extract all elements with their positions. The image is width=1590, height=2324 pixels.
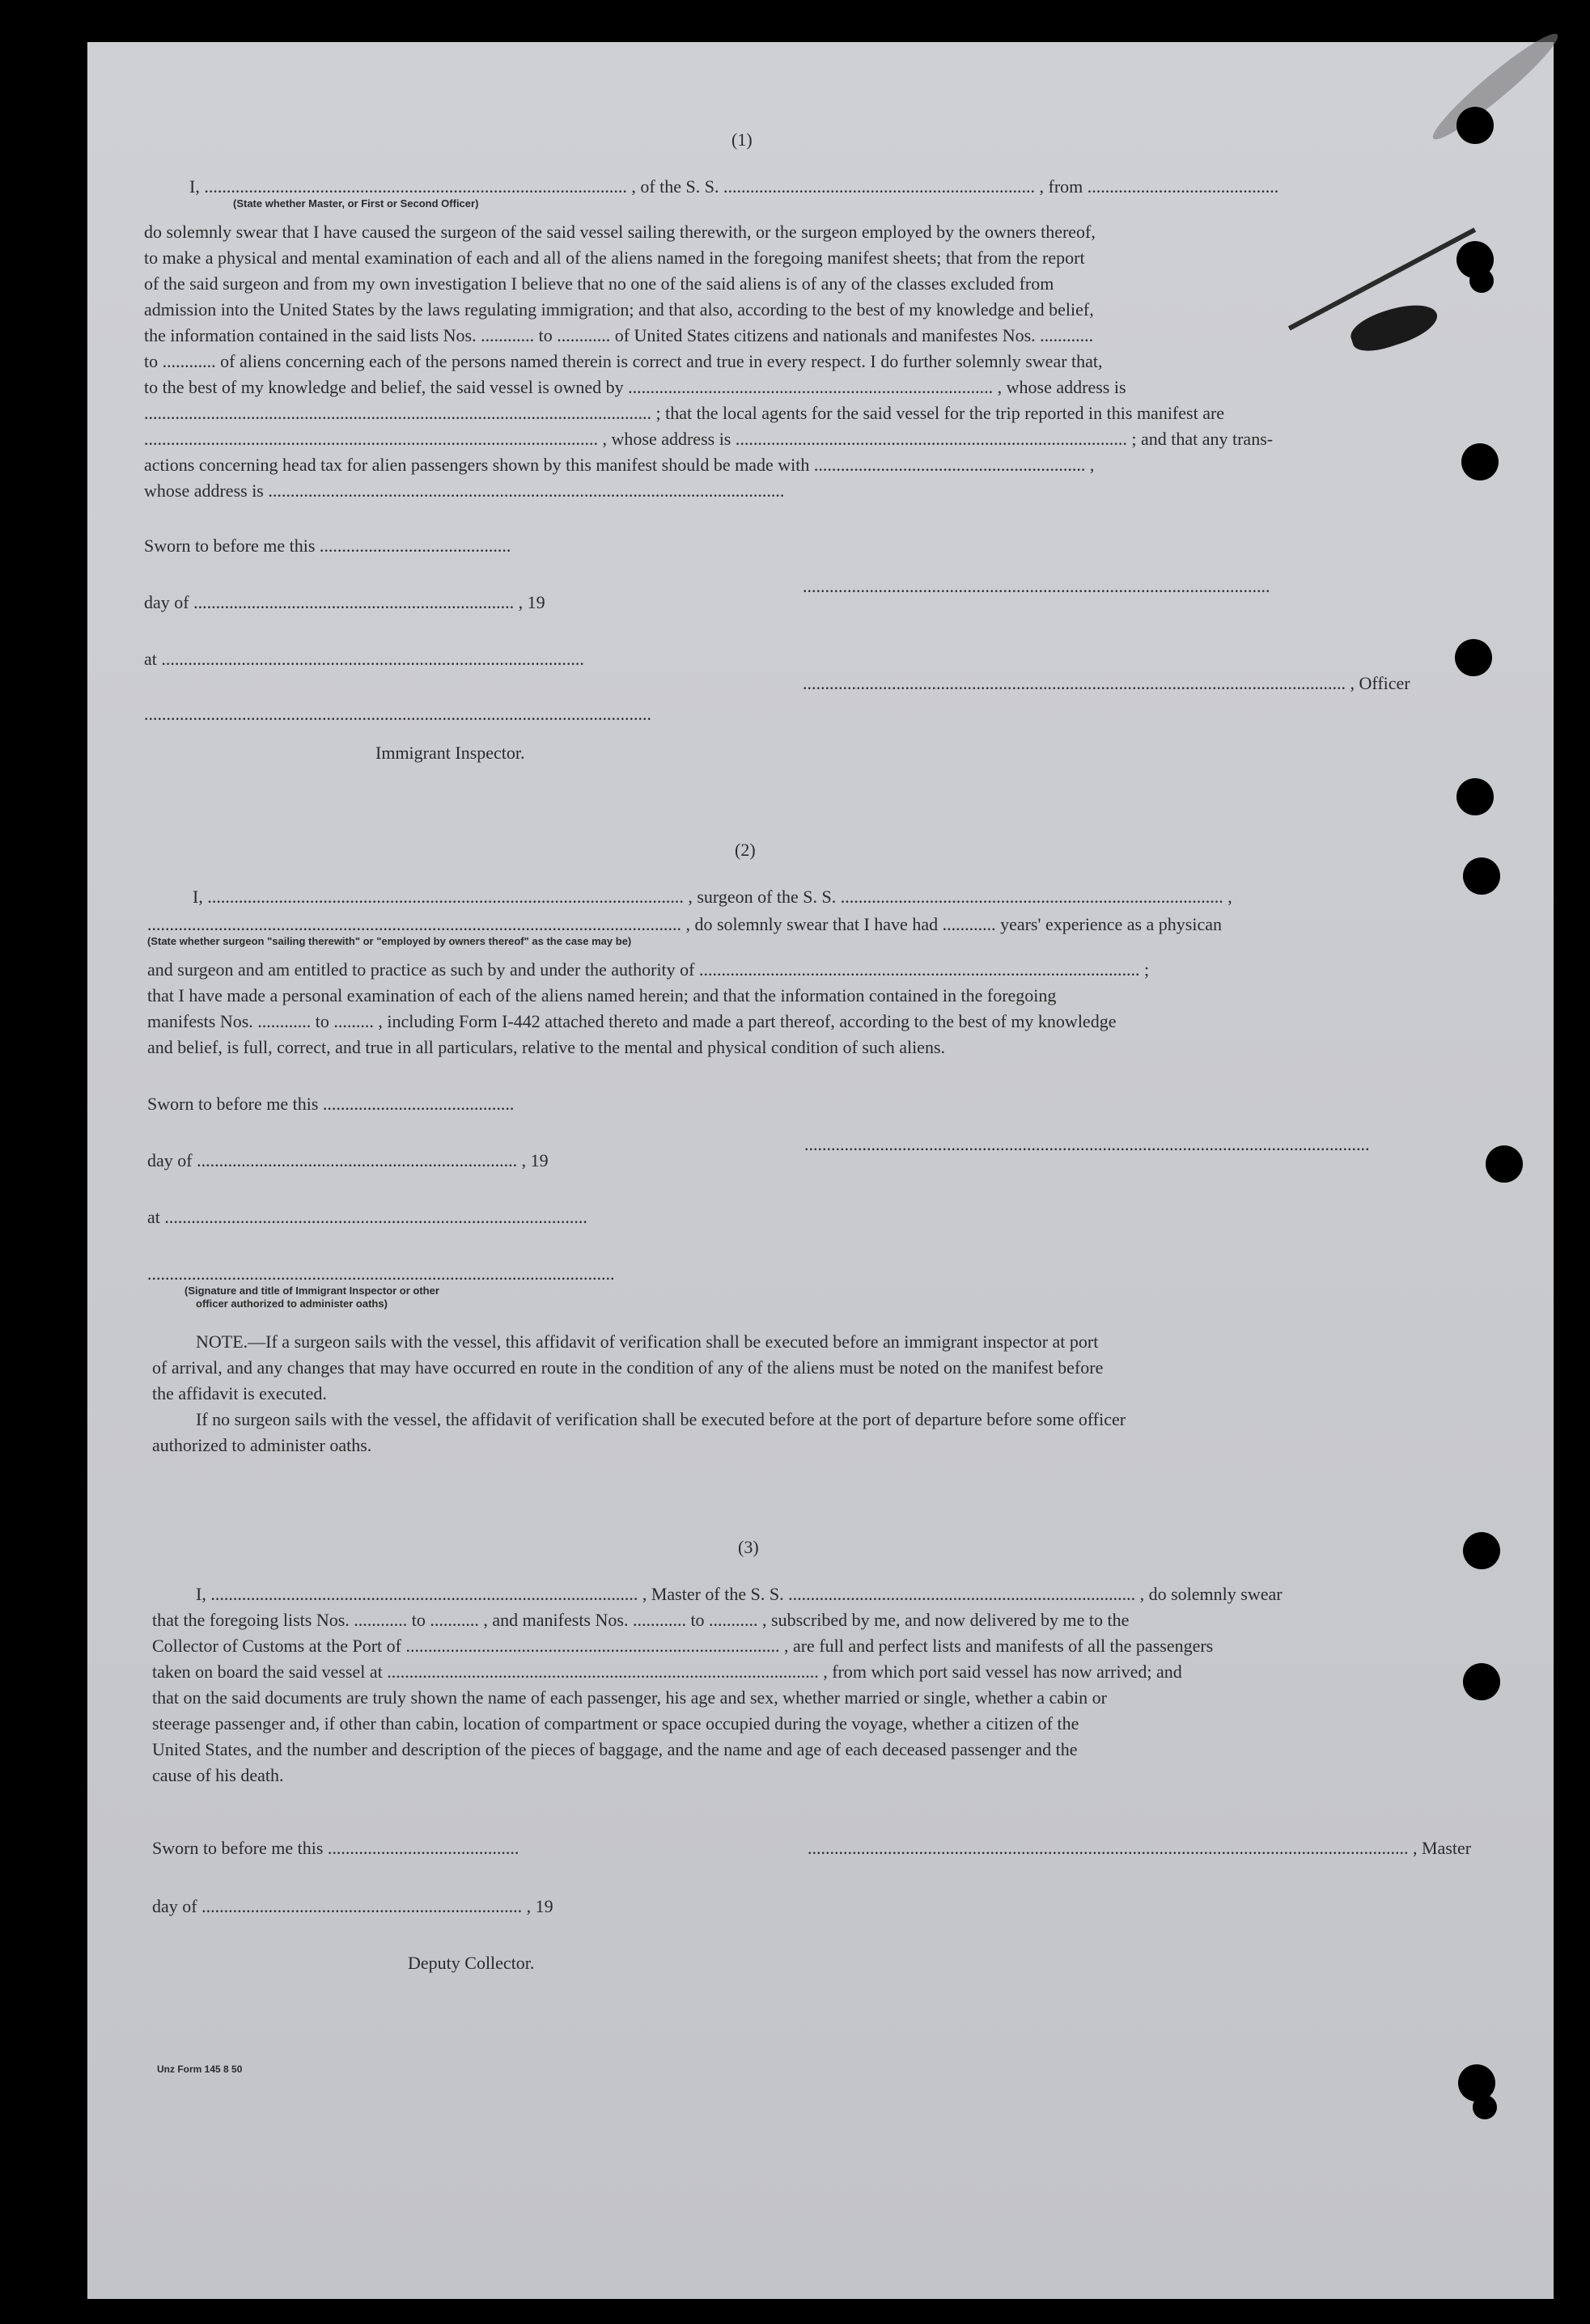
section1-line: whose address is .................................................................................................................... [144,480,785,501]
section2-line: I, ........................................................................................................... , surgeon of the S. S. ...................................................................................... , [193,887,1232,907]
section2-signature-note: (Signature and title of Immigrant Inspector or other [184,1285,439,1297]
section2-at: at ............................................................................................... [147,1207,587,1227]
binder-hole [1469,269,1494,293]
section3-line: United States, and the number and description of the pieces of baggage, and the name and age of each deceased passenger and the [152,1739,1078,1759]
section2-signature-note: officer authorized to administer oaths) [196,1297,388,1310]
section1-signature-line: ......................................................................................................... [803,576,1270,596]
section2-signature-line: ......................................................................................................... [147,1264,615,1284]
ink-streak [1426,25,1565,148]
binder-hole [1473,2095,1497,2119]
section1-line: to the best of my knowledge and belief, the said vessel is owned by .................................................................................. , whose address is [144,377,1126,397]
section1-officer-note: (State whether Master, or First or Second Officer) [233,197,479,210]
binder-hole [1461,443,1499,480]
section3-master-line: ....................................................................................................................................... , Master [808,1838,1472,1858]
section1-line: of the said surgeon and from my own investigation I believe that no one of the said aliens is of any of the classes excluded from [144,273,1054,294]
section3-line: that on the said documents are truly shown the name of each passenger, his age and sex, whether married or single, whether a cabin or [152,1687,1107,1708]
note-paragraph-line: the affidavit is executed. [152,1383,327,1403]
section1-line: ...................................................................................................... , whose address is ........................................................................................ ; and that any trans- [144,429,1274,449]
section3-deputy: Deputy Collector. [408,1953,535,1973]
section3-line: I, ................................................................................................ , Master of the S. S. .............................................................................. , do solemnly swear [196,1584,1283,1604]
section1-officer-line: .......................................................................................................................... , Officer [803,673,1410,693]
section3-line: taken on board the said vessel at ................................................................................................. , from which port said vessel has now arrived; and [152,1662,1182,1682]
section2-line: that I have made a personal examination of each of the aliens named herein; and that the information contained in the foregoing [147,985,1057,1005]
section2-line: and surgeon and am entitled to practice as such by and under the authority of ................................................................................................... ; [147,959,1150,980]
binder-hole [1486,1145,1523,1183]
note-paragraph-line: authorized to administer oaths. [152,1435,372,1455]
ink-blot [1346,296,1442,358]
section1-line: .................................................................................................................. ; that the local agents for the said vessel for the trip reported in this manifest are [144,403,1225,423]
section3-heading: (3) [738,1537,759,1557]
section2-line: manifests Nos. ............ to ......... , including Form I-442 attached thereto and made a part thereof, according to the best of my knowledge [147,1011,1117,1031]
note-paragraph-line: of arrival, and any changes that may have occurred en route in the condition of any of the aliens must be noted on the manifest before [152,1357,1104,1378]
note-paragraph-line: If no surgeon sails with the vessel, the affidavit of verification shall be executed before at the port of departure before some officer [196,1409,1126,1429]
section3-sworn: Sworn to before me this ........................................... [152,1838,519,1858]
section1-line: to ............ of aliens concerning each of the persons named therein is correct and true in every respect. I do further solemnly swear that, [144,351,1103,371]
binder-hole [1455,639,1492,676]
binder-hole [1456,107,1494,144]
section1-inspector-line: .................................................................................................................. [144,704,651,724]
section2-surgeon-note: (State whether surgeon "sailing therewith" or "employed by owners thereof" as the case may be) [147,935,632,947]
section2-line: and belief, is full, correct, and true in all particulars, relative to the mental and physical condition of such aliens. [147,1037,946,1057]
binder-hole [1463,857,1500,895]
section3-day: day of ........................................................................ , 19 [152,1896,553,1916]
section1-line: I, ............................................................................................... , of the S. S. ...................................................................... , from ........................................... [189,176,1279,197]
section3-line: that the foregoing lists Nos. ............ to ........... , and manifests Nos. ............ to ........... , subscribed by me, and now delivered by me to the [152,1610,1130,1630]
form-number: Unz Form 145 8 50 [157,2064,243,2075]
section2-signature-right: ............................................................................................................................... [804,1134,1370,1154]
note-paragraph-line: NOTE.—If a surgeon sails with the vessel, this affidavit of verification shall be executed before an immigrant inspector at port [196,1331,1099,1352]
section1-day: day of ........................................................................ , 19 [144,592,545,612]
section1-line: the information contained in the said lists Nos. ............ to ............ of United States citizens and nationals and manifestes Nos. ............ [144,325,1094,345]
section2-day: day of ........................................................................ , 19 [147,1150,549,1170]
binder-hole [1463,1532,1500,1569]
section1-sworn: Sworn to before me this ........................................... [144,535,511,556]
document-page [87,42,1554,2299]
section3-line: Collector of Customs at the Port of .................................................................................... , are full and perfect lists and manifests of all the passengers [152,1636,1214,1656]
binder-hole [1456,778,1494,815]
section1-inspector: Immigrant Inspector. [375,743,525,763]
section2-sworn: Sworn to before me this ........................................... [147,1094,515,1114]
section3-line: steerage passenger and, if other than cabin, location of compartment or space occupied during the voyage, whether a citizen of the [152,1713,1079,1733]
section1-line: to make a physical and mental examination of each and all of the aliens named in the foregoing manifest sheets; that from the report [144,248,1085,268]
section3-line: cause of his death. [152,1765,284,1785]
section1-at: at ............................................................................................... [144,649,584,669]
section1-line: admission into the United States by the laws regulating immigration; and that also, according to the best of my knowledge and belief, [144,299,1094,320]
section1-line: do solemnly swear that I have caused the surgeon of the said vessel sailing therewith, or the surgeon employed by the owners thereof, [144,222,1096,242]
binder-hole [1463,1663,1500,1700]
section1-heading: (1) [731,129,753,150]
section2-heading: (2) [735,840,756,860]
section1-line: actions concerning head tax for alien passengers shown by this manifest should be made with ............................................................. , [144,455,1095,475]
section2-line: ........................................................................................................................ , do solemnly swear that I have had ............ years' experience as a physican [147,914,1223,934]
